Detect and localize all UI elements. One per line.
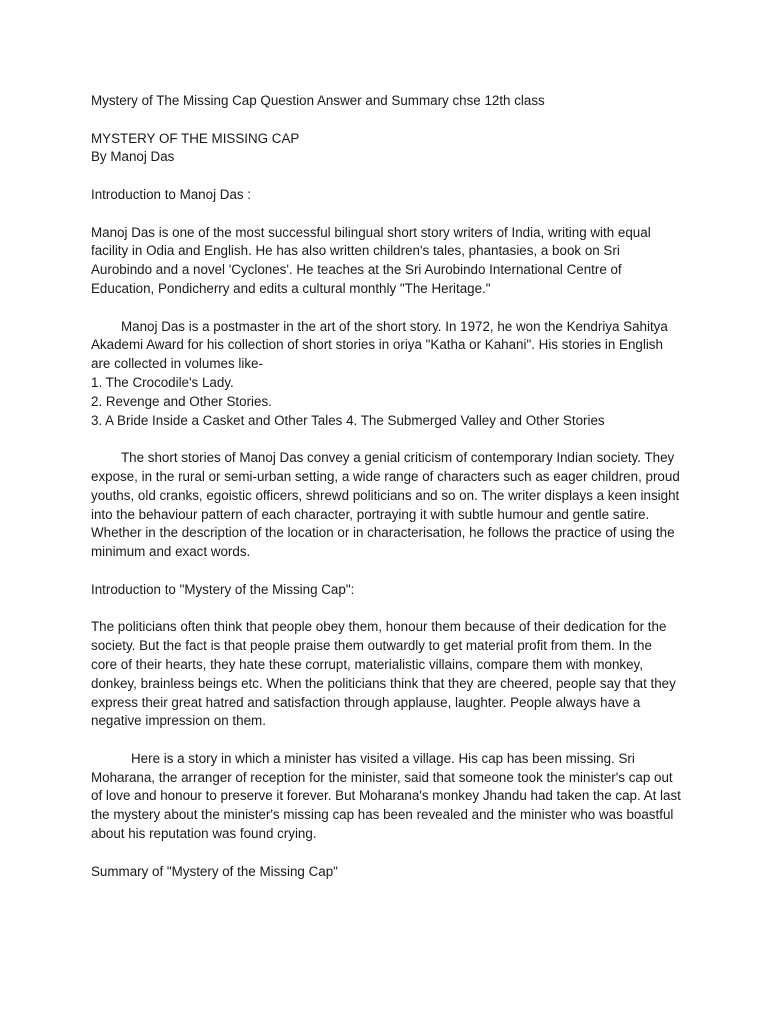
volumes-list xyxy=(91,374,681,430)
list-item: 2. Revenge and Other Stories. xyxy=(91,393,272,409)
spacer xyxy=(91,731,681,750)
list-item: 1. The Crocodile's Lady. xyxy=(91,374,234,390)
header-title: Mystery of The Missing Cap Question Answer and Summary chse 12th class xyxy=(91,93,545,108)
paragraph-short-stories: The short stories of Manoj Das convey a genial criticism of contemporary Indian society. They expose, in the rural or semi-urban setting, a wide range of characters such as eager children, proud youths, old cranks, egoistic officers, shrewd politicians and so on. The writer displays a keen insight into the behaviour pattern of each character, portraying it with subtle humour and gentle satire. Whether in the description of the location or in characterisation, he follows the practice of using the minimum and exact words. xyxy=(91,450,680,560)
story-title: MYSTERY OF THE MISSING CAP xyxy=(91,130,300,146)
spacer xyxy=(91,430,681,449)
list-item: 3. A Bride Inside a Casket and Other Tales 4. The Submerged Valley and Other Stories xyxy=(91,412,605,428)
intro-author-heading: Introduction to Manoj Das : xyxy=(91,186,252,202)
paragraph-author-bio: Manoj Das is one of the most successful bilingual short story writers of India, writing with equal facility in Odia and English. He has also written children's tales, phantasies, a book on Sri Aurobindo and a novel 'Cyclones'. He teaches at the Sri Aurobindo International Centre of Education, Pondicherry and edits a cultural monthly "The Heritage." xyxy=(91,224,651,296)
spacer xyxy=(91,111,681,130)
paragraph-author-award: Manoj Das is a postmaster in the art of the short story. In 1972, he won the Kendriya Sahitya Akademi Award for his collection of short stories in oriya "Katha or Kahani". His stories in English are collected in volumes like- xyxy=(91,318,668,372)
paragraph-story-outline: Here is a story in which a minister has visited a village. His cap has been missing. Sri Moharana, the arranger of reception for the minister, said that someone took the minister's cap out of love and honour to preserve it forever. But Moharana's monkey Jhandu had taken the cap. At last the mystery about the minister's missing cap has been revealed and the minister who was boastful about his reputation was found crying. xyxy=(91,750,681,842)
spacer xyxy=(91,299,681,318)
spacer xyxy=(91,562,681,581)
spacer xyxy=(91,844,681,863)
spacer xyxy=(91,600,681,619)
spacer xyxy=(91,167,681,186)
intro-story-heading: Introduction to "Mystery of the Missing Cap": xyxy=(91,581,355,597)
byline: By Manoj Das xyxy=(91,149,175,165)
document-body xyxy=(91,92,681,881)
summary-heading: Summary of "Mystery of the Missing Cap" xyxy=(91,863,338,879)
paragraph-politicians: The politicians often think that people obey them, honour them because of their dedication for the society. But the fact is that people praise them outwardly to get material profit from them. In the core of their hearts, they hate these corrupt, materialistic villains, compare them with monkey, donkey, brainless beings etc. When the politicians think that they are cheered, people say that they express their great hatred and satisfaction through applause, laughter. People always have a negative impression on them. xyxy=(91,619,676,729)
spacer xyxy=(91,205,681,224)
